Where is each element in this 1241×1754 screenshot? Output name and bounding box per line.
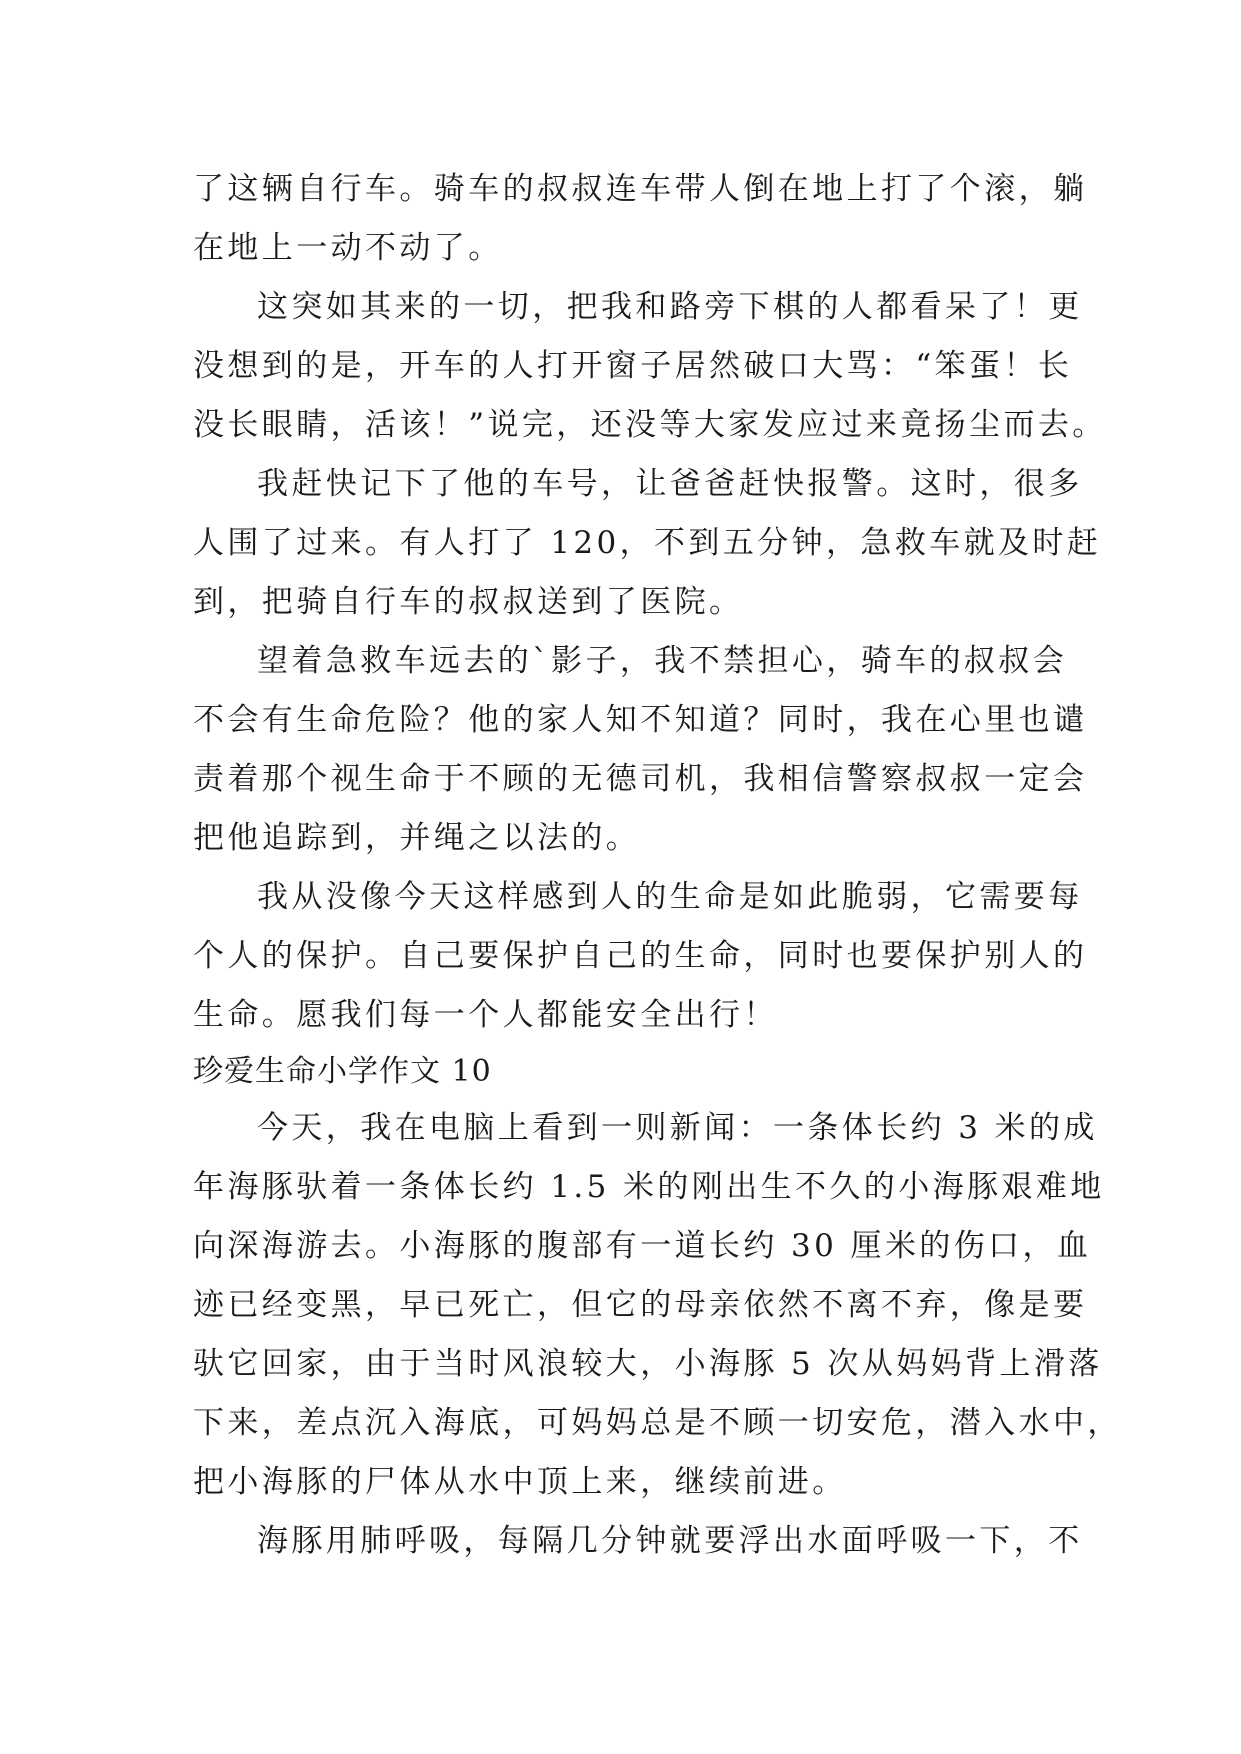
text-line: 向深海游去。小海豚的腹部有一道长约 30 厘米的伤口，血 [193,1228,1092,1264]
text-line: 到，把骑自行车的叔叔送到了医院。 [193,584,744,620]
text-line: 人围了过来。有人打了 120，不到五分钟，急救车就及时赶 [193,525,1102,561]
text-line: 我赶快记下了他的车号，让爸爸赶快报警。这时，很多 [257,466,1083,502]
document-body [193,160,1122,1571]
text-line: 年海豚驮着一条体长约 1.5 米的刚出生不久的小海豚艰难地 [193,1169,1105,1205]
paragraph-5 [193,868,1088,1045]
text-line: 今天，我在电脑上看到一则新闻：一条体长约 3 米的成 [257,1110,1098,1146]
text-line: 没长眼睛，活该！”说完，还没等大家发应过来竟扬尘而去。 [193,407,1107,443]
paragraph-3 [193,455,1102,632]
paragraph-4 [193,632,1088,868]
text-line: 个人的保护。自己要保护自己的生命，同时也要保护别人的 [193,938,1088,974]
essay-title: 珍爱生命小学作文 10 [193,1054,492,1089]
text-line: 这突如其来的一切，把我和路旁下棋的人都看呆了！更 [257,289,1083,325]
text-line: 把他追踪到，并绳之以法的。 [193,820,641,856]
text-line: 生命。愿我们每一个人都能安全出行！ [193,997,778,1033]
paragraph-1 [193,160,1088,278]
text-line: 在地上一动不动了。 [193,230,503,266]
text-line: 没想到的是，开车的人打开窗子居然破口大骂：“笨蛋！长 [193,348,1073,384]
paragraph-2 [193,278,1107,455]
text-line: 我从没像今天这样感到人的生命是如此脆弱，它需要每 [257,879,1083,915]
text-line: 望着急救车远去的`影子，我不禁担心，骑车的叔叔会 [257,643,1068,679]
text-line: 了这辆自行车。骑车的叔叔连车带人倒在地上打了个滚，躺 [193,171,1088,207]
text-line: 下来，差点沉入海底，可妈妈总是不顾一切安危，潜入水中， [193,1405,1122,1441]
text-line: 海豚用肺呼吸，每隔几分钟就要浮出水面呼吸一下，不 [257,1523,1083,1559]
text-line: 不会有生命危险？他的家人知不知道？同时，我在心里也谴 [193,702,1088,738]
text-line: 驮它回家，由于当时风浪较大，小海豚 5 次从妈妈背上滑落 [193,1346,1103,1382]
text-line: 责着那个视生命于不顾的无德司机，我相信警察叔叔一定会 [193,761,1088,797]
paragraph-6 [193,1099,1122,1512]
paragraph-7 [193,1512,1083,1571]
text-line: 迹已经变黑，早已死亡，但它的母亲依然不离不弃，像是要 [193,1287,1088,1323]
text-line: 把小海豚的尸体从水中顶上来，继续前进。 [193,1464,847,1500]
